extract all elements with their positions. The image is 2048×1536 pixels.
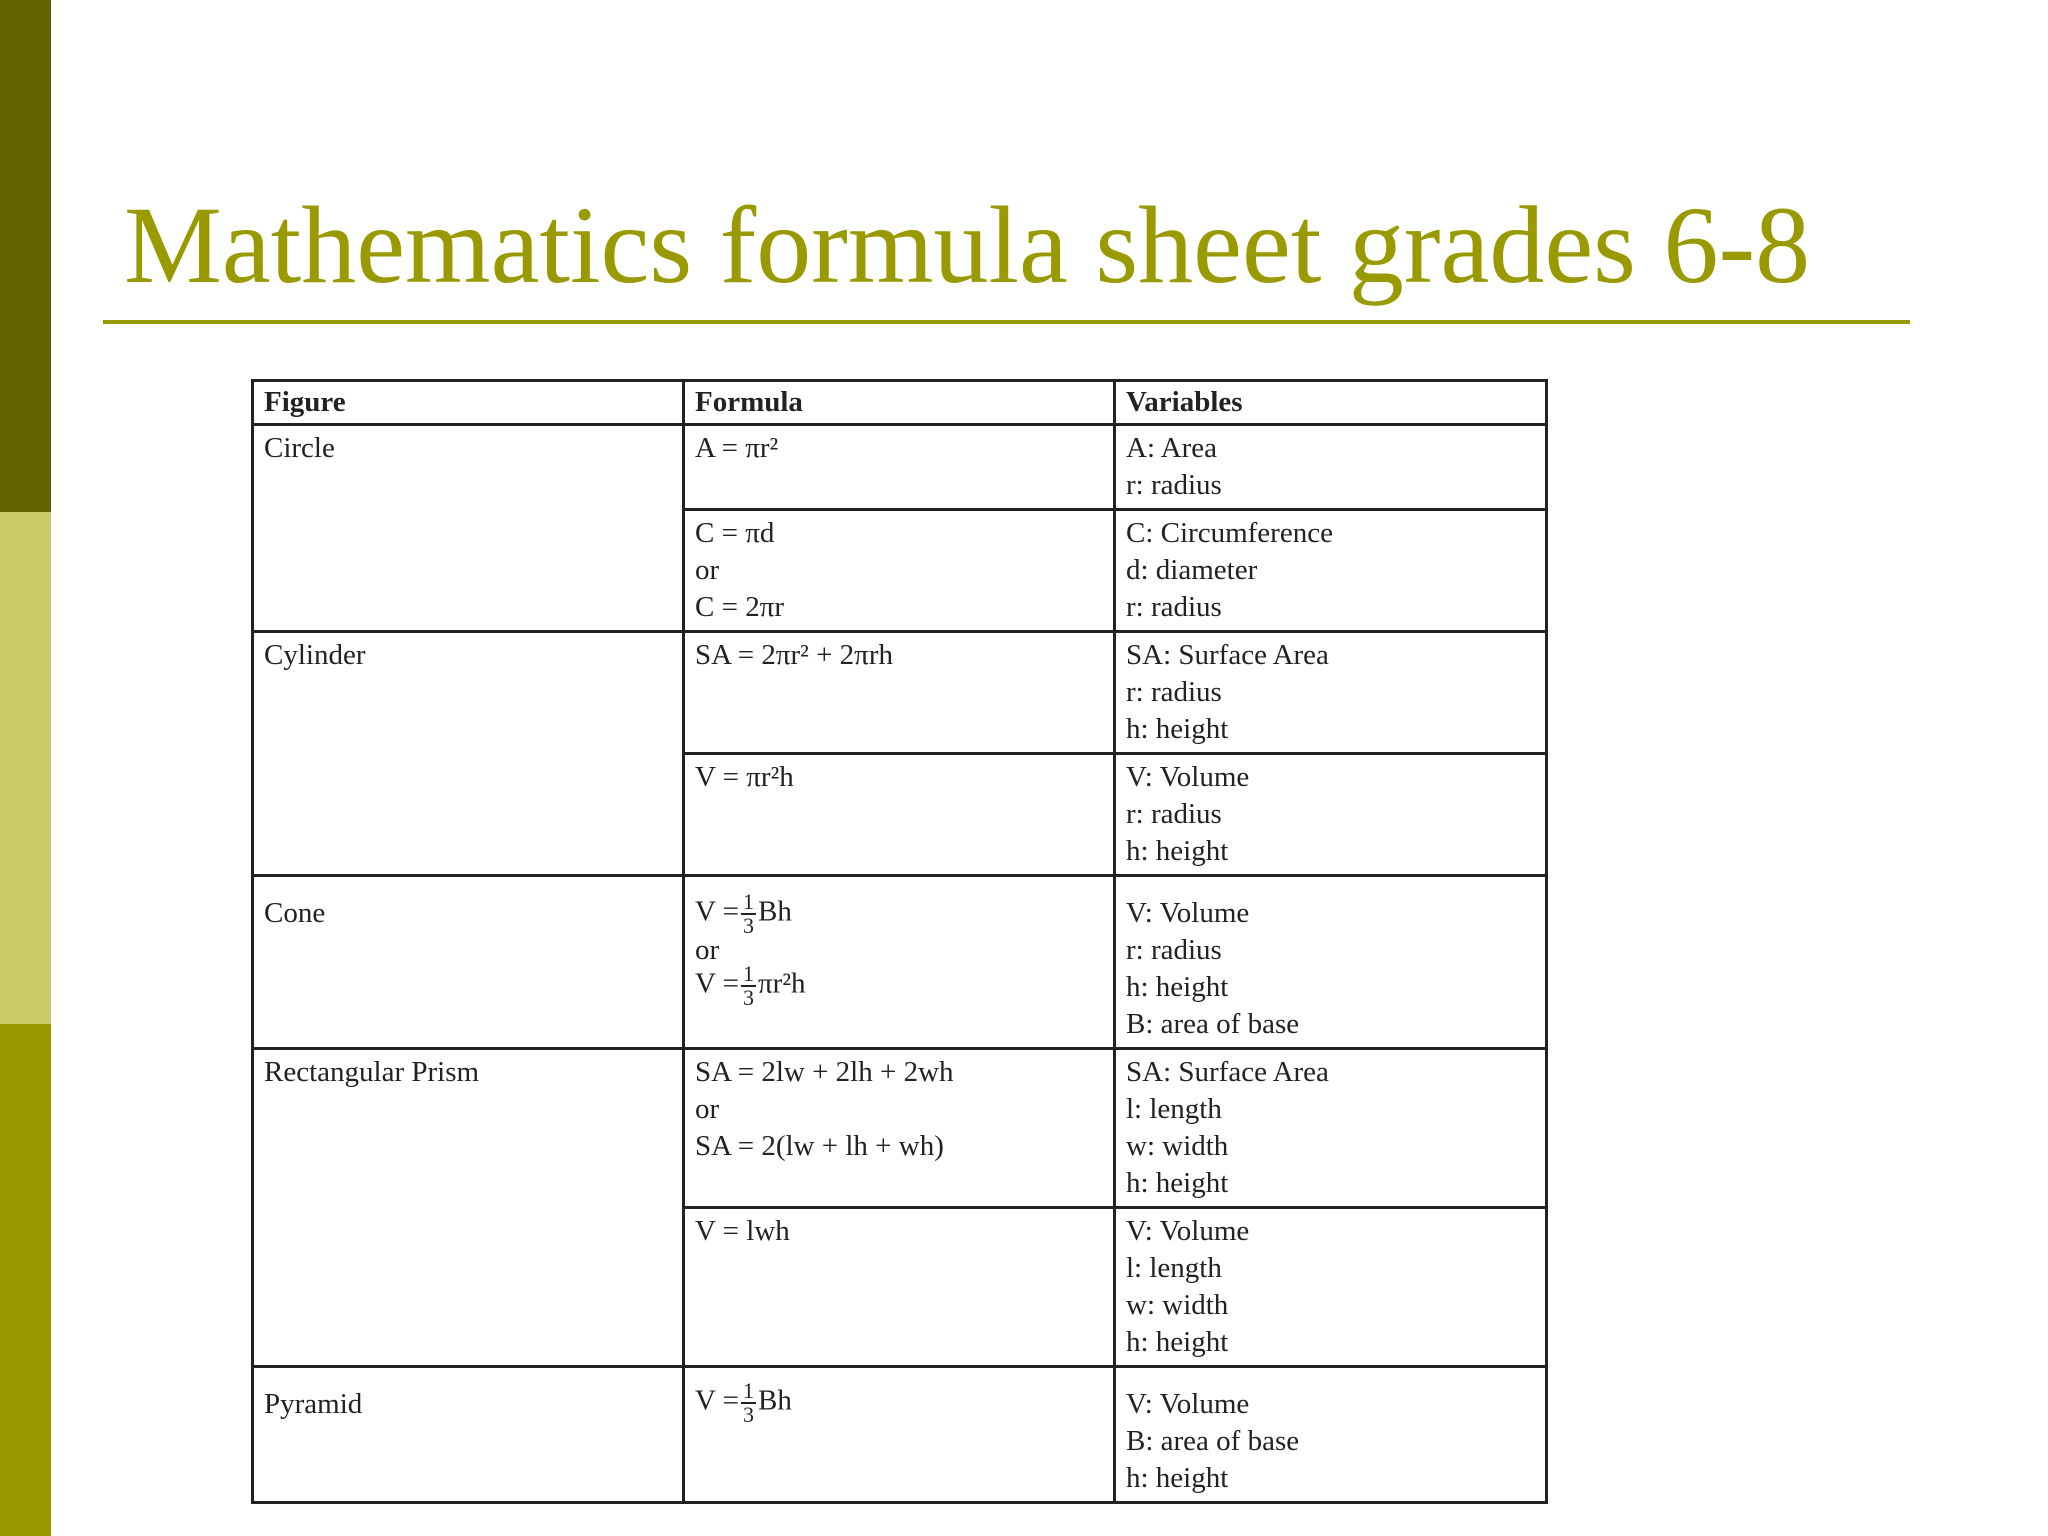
var-height: h: height <box>1126 1462 1229 1494</box>
formula-or: or <box>695 554 720 586</box>
var-height: h: height <box>1126 1167 1229 1199</box>
var-volume: V: Volume <box>1126 1388 1250 1420</box>
variables-cell <box>1115 425 1547 510</box>
formula-circle-circumference-2: C = 2πr <box>695 591 784 623</box>
var-base-area: B: area of base <box>1126 1425 1300 1457</box>
var-volume: V: Volume <box>1126 761 1250 793</box>
var-volume: V: Volume <box>1126 897 1250 929</box>
formula-cell <box>684 632 1115 754</box>
var-height: h: height <box>1126 835 1229 867</box>
figure-cylinder: Cylinder <box>253 632 684 876</box>
variables-cell <box>1115 1049 1547 1208</box>
figure-cone: Cone <box>253 876 684 1049</box>
fraction-numerator: 1 <box>743 889 755 914</box>
formula-lhs: V = <box>695 967 740 1000</box>
formula-cell <box>684 1208 1115 1367</box>
fraction-numerator: 1 <box>743 1378 755 1403</box>
var-radius: r: radius <box>1126 798 1222 830</box>
figure-circle: Circle <box>253 425 684 632</box>
header-formula: Formula <box>684 381 1115 425</box>
var-length: l: length <box>1126 1093 1222 1125</box>
variables-cell <box>1115 632 1547 754</box>
variables-cell <box>1115 510 1547 632</box>
variables-cell <box>1115 876 1547 1049</box>
formula-prism-surface-area-2: SA = 2(lw + lh + wh) <box>695 1130 944 1162</box>
formula-cylinder-volume: V = πr²h <box>695 761 794 793</box>
table-row <box>253 1367 1547 1503</box>
formula-cell <box>684 876 1115 1049</box>
var-diameter: d: diameter <box>1126 554 1258 586</box>
fraction-denominator: 3 <box>743 913 755 938</box>
var-height: h: height <box>1126 713 1229 745</box>
variables-cell <box>1115 1208 1547 1367</box>
var-height: h: height <box>1126 1326 1229 1358</box>
formula-or: or <box>695 1093 720 1125</box>
var-width: w: width <box>1126 1130 1229 1162</box>
var-radius: r: radius <box>1126 591 1222 623</box>
formula-cell <box>684 510 1115 632</box>
var-radius: r: radius <box>1126 934 1222 966</box>
fraction-one-third <box>741 1380 756 1426</box>
figure-pyramid: Pyramid <box>253 1367 684 1503</box>
formula-lhs: V = <box>695 1384 740 1417</box>
table-row <box>253 876 1547 1049</box>
formula-rhs: Bh <box>758 1384 792 1417</box>
var-length: l: length <box>1126 1252 1222 1284</box>
table-row <box>253 425 1547 510</box>
fraction-denominator: 3 <box>743 985 755 1010</box>
formula-rhs: Bh <box>758 895 792 928</box>
title-underline <box>103 320 1910 324</box>
var-radius: r: radius <box>1126 676 1222 708</box>
fraction-numerator: 1 <box>743 961 755 986</box>
fraction-one-third <box>741 891 756 937</box>
fraction-one-third <box>741 963 756 1009</box>
formula-prism-surface-area-1: SA = 2lw + 2lh + 2wh <box>695 1056 954 1088</box>
var-surface-area: SA: Surface Area <box>1126 1056 1329 1088</box>
table-row <box>253 1049 1547 1208</box>
var-base-area: B: area of base <box>1126 1008 1300 1040</box>
formula-circle-circumference-1: C = πd <box>695 517 775 549</box>
formula-circle-area: A = πr² <box>695 432 779 464</box>
variables-cell <box>1115 754 1547 876</box>
formula-cell <box>684 1049 1115 1208</box>
var-height: h: height <box>1126 971 1229 1003</box>
formula-cylinder-surface-area: SA = 2πr² + 2πrh <box>695 639 893 671</box>
sidebar-segment-bottom <box>0 1024 51 1536</box>
var-radius: r: radius <box>1126 469 1222 501</box>
fraction-denominator: 3 <box>743 1402 755 1427</box>
slide-title: Mathematics formula sheet grades 6-8 <box>124 184 1811 306</box>
formula-lhs: V = <box>695 895 740 928</box>
sidebar-segment-middle <box>0 512 51 1024</box>
header-figure: Figure <box>253 381 684 425</box>
formula-or: or <box>695 934 720 966</box>
var-circumference: C: Circumference <box>1126 517 1333 549</box>
var-width: w: width <box>1126 1289 1229 1321</box>
sidebar-accent <box>0 0 51 1536</box>
formula-cell <box>684 425 1115 510</box>
header-variables: Variables <box>1115 381 1547 425</box>
var-area: A: Area <box>1126 432 1217 464</box>
variables-cell <box>1115 1367 1547 1503</box>
sidebar-segment-top <box>0 0 51 512</box>
formula-cell <box>684 754 1115 876</box>
formula-cone-volume-1 <box>695 891 1103 937</box>
table-row <box>253 632 1547 754</box>
formula-table <box>251 379 1548 1504</box>
formula-rhs: πr²h <box>758 967 806 1000</box>
var-surface-area: SA: Surface Area <box>1126 639 1329 671</box>
formula-cone-volume-2 <box>695 963 1103 1009</box>
formula-pyramid-volume <box>695 1380 1103 1426</box>
var-volume: V: Volume <box>1126 1215 1250 1247</box>
formula-cell <box>684 1367 1115 1503</box>
formula-prism-volume: V = lwh <box>695 1215 790 1247</box>
figure-rectangular-prism: Rectangular Prism <box>253 1049 684 1367</box>
table-header-row <box>253 381 1547 425</box>
